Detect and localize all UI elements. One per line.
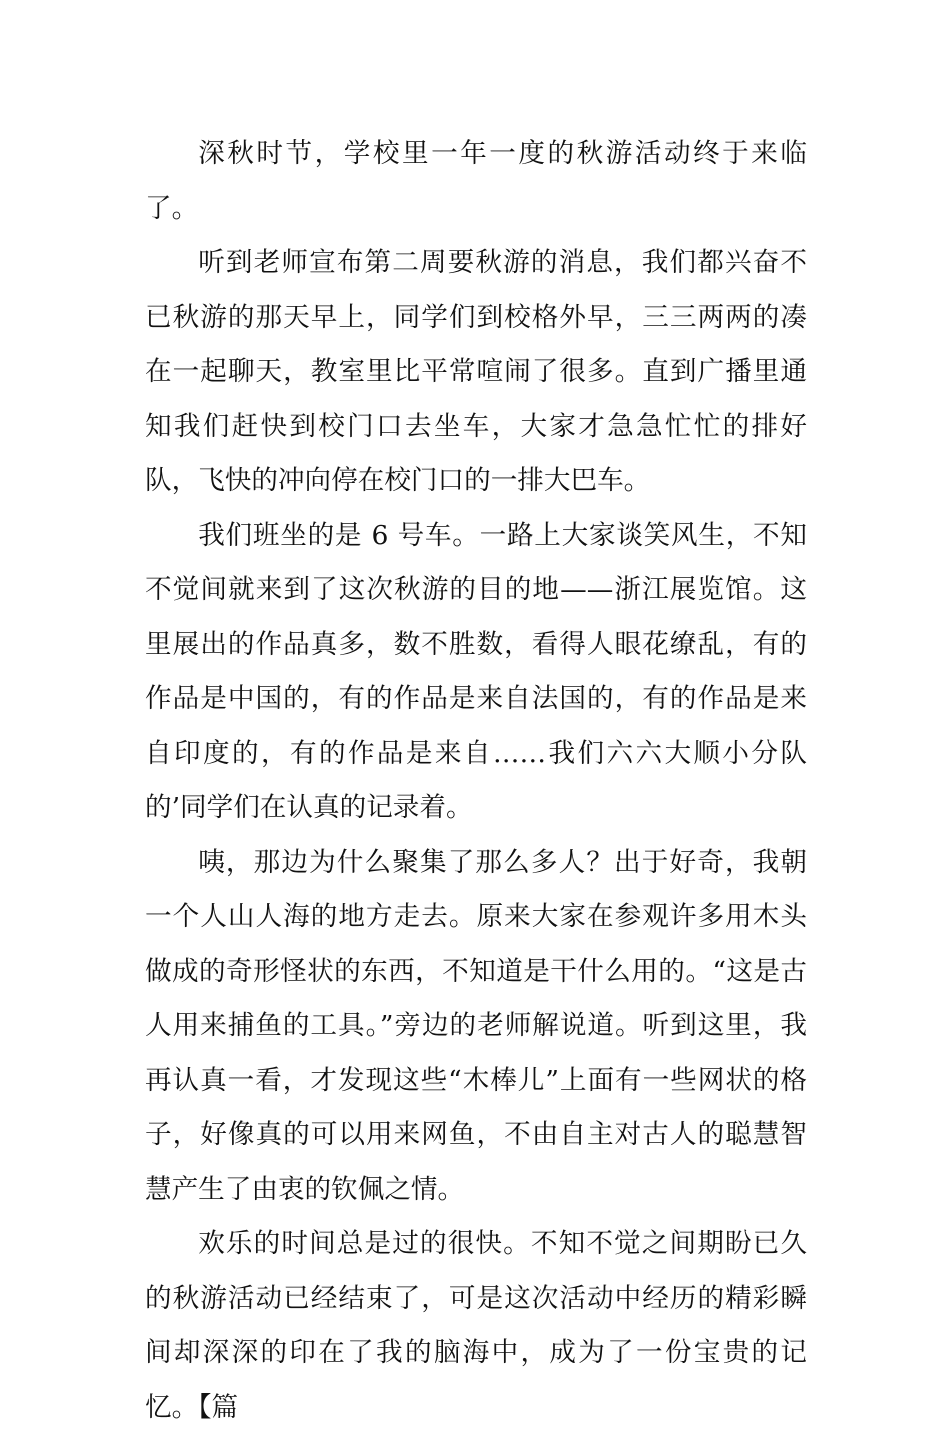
- paragraph-4: 咦，那边为什么聚集了那么多人？出于好奇，我朝一个人山人海的地方走去。原来大家在参观许多用木头做成的奇形怪状的东西，不知道是干什么用的。“这是古人用来捕鱼的工具。”旁边的老师解说道。听到这里，我再认真一看，才发现这些“木棒儿”上面有一些网状的格子，好像真的可以用来网鱼，不由自主对古人的聪慧智慧产生了由衷的钦佩之情。: [145, 846, 807, 1205]
- paragraph-2: 听到老师宣布第二周要秋游的消息，我们都兴奋不已秋游的那天早上，同学们到校格外早，三三两两的凑在一起聊天，教室里比平常喧闹了很多。直到广播里通知我们赶快到校门口去坐车，大家才急急忙忙的排好队，飞快的冲向停在校门口的一排大巴车。: [145, 247, 807, 496]
- paragraph-5: 欢乐的时间总是过的很快。不知不觉之间期盼已久的秋游活动已经结束了，可是这次活动中经历的精彩瞬间却深深的印在了我的脑海中，成为了一份宝贵的记忆。【篇: [145, 1228, 807, 1423]
- paragraph-1: 深秋时节，学校里一年一度的秋游活动终于来临了。: [145, 138, 807, 224]
- document-body: [145, 127, 807, 1435]
- paragraph-3: 我们班坐的是 6 号车。一路上大家谈笑风生，不知不觉间就来到了这次秋游的目的地——浙江展览馆。这里展出的作品真多，数不胜数，看得人眼花缭乱，有的作品是中国的，有的作品是来自法国的，有的作品是来自印度的，有的作品是来自……我们六六大顺小分队的’同学们在认真的记录着。: [145, 519, 807, 823]
